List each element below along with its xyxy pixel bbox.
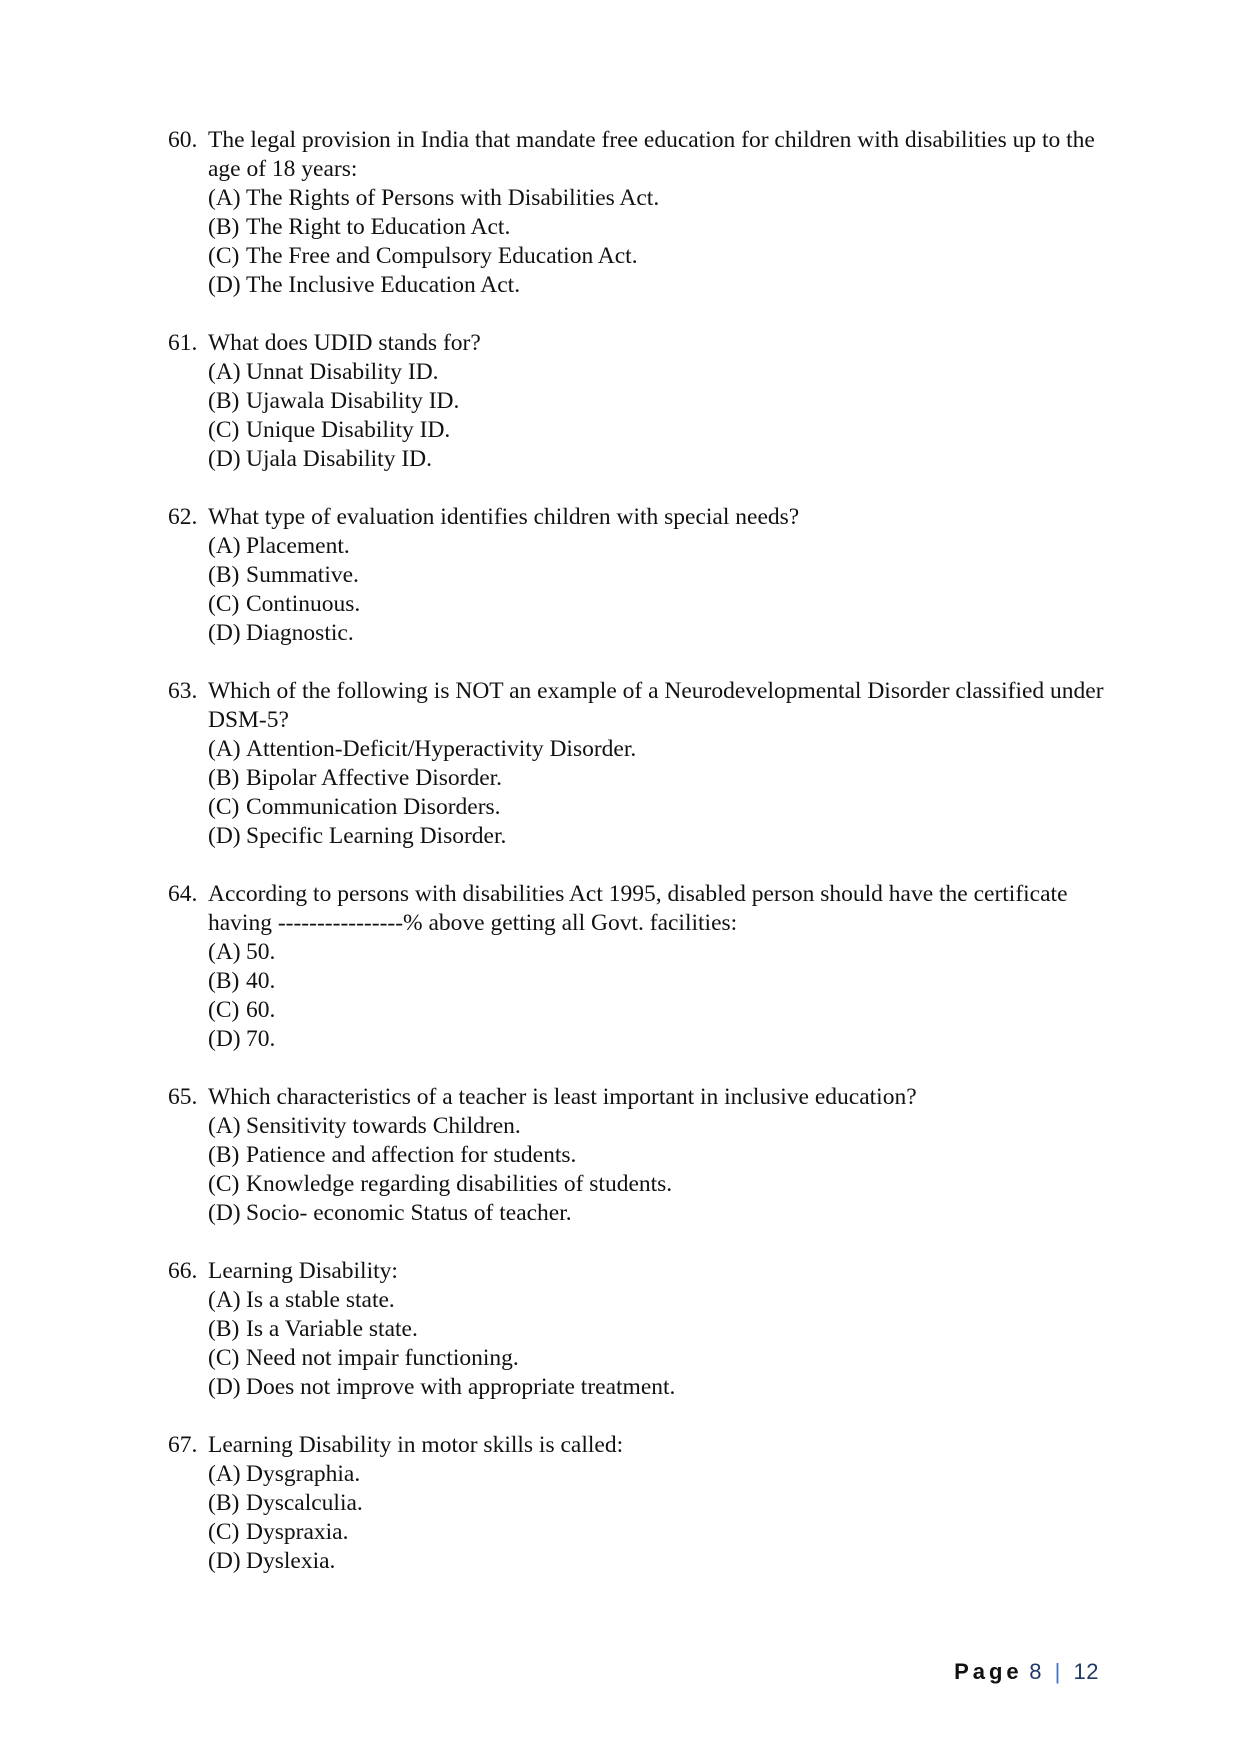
option-text: Unnat Disability ID.	[246, 359, 439, 385]
answer-option	[208, 822, 1128, 851]
answer-option	[208, 358, 1128, 387]
question-item	[168, 677, 1128, 851]
option-text: Dyscalculia.	[246, 1490, 363, 1516]
option-label: (C)	[208, 794, 240, 820]
question-text: According to persons with disabilities Act 1995, disabled person should have the certificate having ----------------% above getting all Govt. facilities:	[208, 881, 1068, 936]
answer-option	[208, 1489, 1128, 1518]
question-number: 65.	[168, 1084, 198, 1110]
question-number: 62.	[168, 504, 198, 530]
answer-option	[208, 1199, 1128, 1228]
option-label: (B)	[208, 214, 240, 240]
option-text: Summative.	[246, 562, 359, 588]
question-item	[168, 1083, 1128, 1228]
question-text: Which characteristics of a teacher is least important in inclusive education?	[208, 1084, 917, 1110]
question-item	[168, 1257, 1128, 1402]
answer-option	[208, 1547, 1128, 1576]
question-number: 60.	[168, 127, 198, 153]
question-stem	[168, 1431, 1128, 1460]
option-text: Need not impair functioning.	[246, 1345, 519, 1371]
option-list	[208, 532, 1128, 648]
option-label: (B)	[208, 388, 240, 414]
question-text: What does UDID stands for?	[208, 330, 481, 356]
question-stem	[168, 1257, 1128, 1286]
question-text: What type of evaluation identifies children with special needs?	[208, 504, 800, 530]
option-label: (B)	[208, 562, 240, 588]
answer-option	[208, 764, 1128, 793]
option-text: Ujala Disability ID.	[246, 446, 433, 472]
answer-option	[208, 416, 1128, 445]
answer-option	[208, 1112, 1128, 1141]
option-label: (A)	[208, 736, 241, 762]
option-list	[208, 358, 1128, 474]
option-label: (C)	[208, 243, 240, 269]
option-label: (D)	[208, 272, 241, 298]
answer-option	[208, 1315, 1128, 1344]
question-stem	[168, 329, 1128, 358]
option-text: Specific Learning Disorder.	[246, 823, 507, 849]
option-list	[208, 1112, 1128, 1228]
option-list	[208, 184, 1128, 300]
option-text: Bipolar Affective Disorder.	[246, 765, 503, 791]
question-item	[168, 503, 1128, 648]
answer-option	[208, 1141, 1128, 1170]
option-text: Patience and affection for students.	[246, 1142, 577, 1168]
option-label: (D)	[208, 823, 241, 849]
option-label: (D)	[208, 1026, 241, 1052]
page-footer	[954, 1659, 1099, 1685]
option-label: (B)	[208, 1142, 240, 1168]
total-pages-number: 12	[1073, 1659, 1099, 1684]
option-label: (A)	[208, 1113, 241, 1139]
option-label: (A)	[208, 533, 241, 559]
current-page-number: 8	[1029, 1659, 1043, 1684]
question-stem	[168, 880, 1128, 938]
answer-option	[208, 1286, 1128, 1315]
option-text: Dysgraphia.	[246, 1461, 361, 1487]
option-text: Knowledge regarding disabilities of students.	[246, 1171, 673, 1197]
answer-option	[208, 793, 1128, 822]
answer-option	[208, 735, 1128, 764]
answer-option	[208, 213, 1128, 242]
option-text: 70.	[246, 1026, 276, 1052]
answer-option	[208, 1460, 1128, 1489]
answer-option	[208, 184, 1128, 213]
option-label: (D)	[208, 1374, 241, 1400]
question-text: Learning Disability in motor skills is called:	[208, 1432, 624, 1458]
question-stem	[168, 1083, 1128, 1112]
answer-option	[208, 1373, 1128, 1402]
option-text: Communication Disorders.	[246, 794, 501, 820]
page-separator: |	[1054, 1659, 1061, 1684]
answer-option	[208, 532, 1128, 561]
question-number: 67.	[168, 1432, 198, 1458]
option-text: Diagnostic.	[246, 620, 354, 646]
option-text: Attention-Deficit/Hyperactivity Disorder.	[246, 736, 637, 762]
question-list	[168, 126, 1128, 1605]
question-text: Which of the following is NOT an example of a Neurodevelopmental Disorder classified under DSM-5?	[208, 678, 1104, 733]
answer-option	[208, 967, 1128, 996]
option-list	[208, 1460, 1128, 1576]
option-text: Sensitivity towards Children.	[246, 1113, 521, 1139]
answer-option	[208, 271, 1128, 300]
option-text: Does not improve with appropriate treatment.	[246, 1374, 676, 1400]
answer-option	[208, 242, 1128, 271]
question-number: 63.	[168, 678, 198, 704]
question-item	[168, 880, 1128, 1054]
option-label: (A)	[208, 1461, 241, 1487]
option-label: (C)	[208, 997, 240, 1023]
option-text: Ujawala Disability ID.	[246, 388, 460, 414]
option-label: (B)	[208, 1490, 240, 1516]
option-text: Is a stable state.	[246, 1287, 395, 1313]
option-label: (D)	[208, 1200, 241, 1226]
question-text: Learning Disability:	[208, 1258, 398, 1284]
option-label: (D)	[208, 446, 241, 472]
option-text: Is a Variable state.	[246, 1316, 418, 1342]
answer-option	[208, 1344, 1128, 1373]
option-label: (A)	[208, 185, 241, 211]
option-label: (A)	[208, 939, 241, 965]
answer-option	[208, 1025, 1128, 1054]
question-stem	[168, 677, 1128, 735]
question-item	[168, 126, 1128, 300]
option-label: (A)	[208, 1287, 241, 1313]
option-label: (C)	[208, 417, 240, 443]
question-stem	[168, 126, 1128, 184]
option-text: The Right to Education Act.	[246, 214, 511, 240]
answer-option	[208, 445, 1128, 474]
option-label: (C)	[208, 1171, 240, 1197]
option-label: (D)	[208, 620, 241, 646]
option-text: The Rights of Persons with Disabilities Act.	[246, 185, 660, 211]
option-text: Dyslexia.	[246, 1548, 336, 1574]
option-list	[208, 1286, 1128, 1402]
answer-option	[208, 590, 1128, 619]
option-list	[208, 735, 1128, 851]
option-label: (B)	[208, 1316, 240, 1342]
option-text: 40.	[246, 968, 276, 994]
option-text: The Free and Compulsory Education Act.	[246, 243, 638, 269]
question-number: 64.	[168, 881, 198, 907]
question-item	[168, 1431, 1128, 1576]
question-number: 61.	[168, 330, 198, 356]
option-label: (B)	[208, 765, 240, 791]
option-text: The Inclusive Education Act.	[246, 272, 521, 298]
question-stem	[168, 503, 1128, 532]
option-text: 60.	[246, 997, 276, 1023]
question-text: The legal provision in India that mandate free education for children with disabilities up to the age of 18 years:	[208, 127, 1095, 182]
option-text: Dyspraxia.	[246, 1519, 349, 1545]
answer-option	[208, 561, 1128, 590]
option-label: (C)	[208, 1345, 240, 1371]
option-text: Socio- economic Status of teacher.	[246, 1200, 572, 1226]
page-label: Page	[954, 1659, 1023, 1684]
option-text: 50.	[246, 939, 276, 965]
option-label: (A)	[208, 359, 241, 385]
option-text: Placement.	[246, 533, 350, 559]
question-number: 66.	[168, 1258, 198, 1284]
option-text: Continuous.	[246, 591, 361, 617]
answer-option	[208, 387, 1128, 416]
option-label: (C)	[208, 591, 240, 617]
option-text: Unique Disability ID.	[246, 417, 451, 443]
option-label: (D)	[208, 1548, 241, 1574]
option-list	[208, 938, 1128, 1054]
answer-option	[208, 938, 1128, 967]
answer-option	[208, 1170, 1128, 1199]
answer-option	[208, 619, 1128, 648]
question-item	[168, 329, 1128, 474]
option-label: (C)	[208, 1519, 240, 1545]
option-label: (B)	[208, 968, 240, 994]
answer-option	[208, 1518, 1128, 1547]
answer-option	[208, 996, 1128, 1025]
